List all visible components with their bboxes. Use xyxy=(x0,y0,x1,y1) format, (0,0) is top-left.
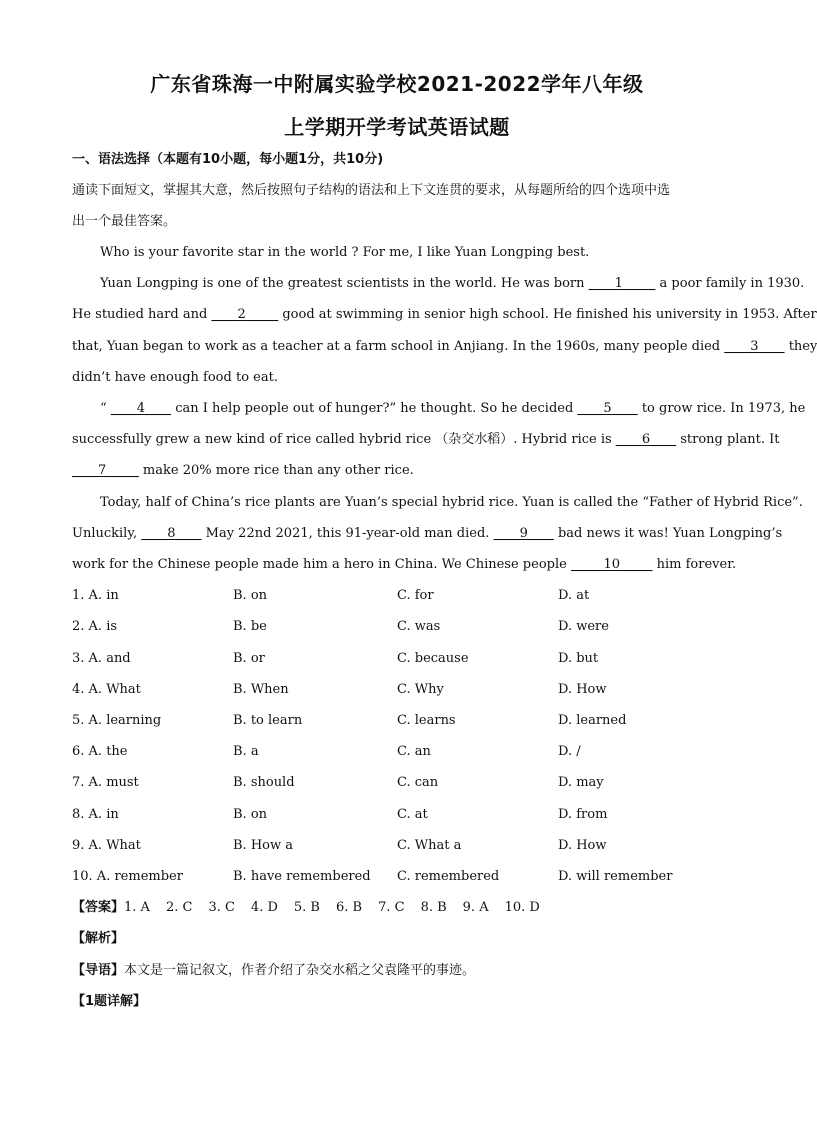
option-b: B. be xyxy=(233,619,267,634)
answer-item: 5. B xyxy=(293,900,320,915)
answer-item: 1. A xyxy=(124,900,150,915)
option-d: D. learned xyxy=(558,713,627,728)
passage-line-3 xyxy=(72,306,817,324)
option-b: B. a xyxy=(233,744,259,759)
option-row xyxy=(72,774,732,792)
passage-text: they xyxy=(784,339,817,354)
passage-line-4 xyxy=(72,338,817,356)
passage-line-11 xyxy=(72,556,737,574)
option-row xyxy=(72,837,732,855)
option-a: 3. A. and xyxy=(72,651,131,666)
option-row xyxy=(72,618,732,636)
passage-line-10 xyxy=(72,525,783,543)
blank-9: ____9____ xyxy=(493,526,554,541)
blank-4: ____4____ xyxy=(110,401,172,416)
option-c: C. was xyxy=(397,619,441,634)
blank-2: ____2_____ xyxy=(211,307,279,322)
blank-10: _____10_____ xyxy=(570,557,653,572)
option-row xyxy=(72,681,732,699)
option-a: 1. A. in xyxy=(72,588,119,603)
option-a: 8. A. in xyxy=(72,807,119,822)
passage-line-2 xyxy=(100,275,805,293)
page-title-line1: 广东省珠海一中附属实验学校2021-2022学年八年级 xyxy=(150,72,644,96)
answer-item: 10. D xyxy=(504,900,540,915)
option-b: B. or xyxy=(233,651,265,666)
passage-line-5: didn’t have enough food to eat. xyxy=(72,370,278,385)
passage-text: a poor family in 1930. xyxy=(655,276,805,291)
blank-6: ____6____ xyxy=(615,432,677,447)
page-title-line2: 上学期开学考试英语试题 xyxy=(284,115,510,139)
option-a: 4. A. What xyxy=(72,682,141,697)
passage-text: good at swimming in senior high school. He finished his university in 1953. After xyxy=(278,307,817,322)
guide-line xyxy=(72,962,732,980)
answer-item: 8. B xyxy=(420,900,447,915)
passage-text: Yuan Longping is one of the greatest scientists in the world. He was born xyxy=(100,276,589,291)
option-c: C. because xyxy=(397,651,469,666)
blank-8: ____8____ xyxy=(141,526,202,541)
passage-text: him forever. xyxy=(652,557,737,572)
option-a: 10. A. remember xyxy=(72,869,183,884)
option-b: B. should xyxy=(233,775,295,790)
option-d: D. may xyxy=(558,775,604,790)
option-row xyxy=(72,806,732,824)
passage-text: Unluckily, xyxy=(72,526,142,541)
passage-text: to grow rice. In 1973, he xyxy=(637,401,806,416)
section-heading: 一、语法选择（本题有10小题，每小题1分，共10分) xyxy=(72,152,384,167)
option-b: B. on xyxy=(233,588,268,603)
option-b: B. to learn xyxy=(233,713,303,728)
option-d: D. were xyxy=(558,619,609,634)
blank-5: ____5____ xyxy=(577,401,638,416)
passage-text: bad news it was! Yuan Longping’s xyxy=(553,526,783,541)
instruction-line-2: 出一个最佳答案。 xyxy=(72,214,177,229)
guide-label: 【导语】 xyxy=(72,963,125,978)
passage-text: work for the Chinese people made him a hero in China. We Chinese people xyxy=(72,557,571,572)
option-row xyxy=(72,712,732,730)
answer-item: 9. A xyxy=(462,900,489,915)
option-c: C. at xyxy=(397,807,428,822)
passage-text: “ xyxy=(100,401,111,416)
answer-item: 6. B xyxy=(335,900,363,915)
passage-line-7 xyxy=(72,431,780,449)
detail-label: 【1题详解】 xyxy=(72,994,147,1009)
blank-7: ____7_____ xyxy=(72,463,139,478)
option-a: 2. A. is xyxy=(72,619,118,634)
blank-1: ____1_____ xyxy=(588,276,656,291)
option-row xyxy=(72,650,732,668)
passage-text: successfully grew a new kind of rice called hybrid rice （杂交水稻）. Hybrid rice is xyxy=(72,432,616,447)
option-a: 7. A. must xyxy=(72,775,139,790)
option-b: B. How a xyxy=(233,838,293,853)
answer-label: 【答案】 xyxy=(72,900,125,915)
passage-text: strong plant. It xyxy=(676,432,780,447)
passage-paragraph-1: Who is your favorite star in the world ? For me, I like Yuan Longping best. xyxy=(100,245,590,260)
option-row xyxy=(72,868,732,886)
passage-text: He studied hard and xyxy=(72,307,212,322)
instruction-line-1: 通读下面短文，掌握其大意，然后按照句子结构的语法和上下文连贯的要求，从每题所给的四个选项中选 xyxy=(72,183,671,198)
option-b: B. on xyxy=(233,807,268,822)
passage-line-9: Today, half of China’s rice plants are Yuan’s special hybrid rice. Yuan is called the “Father of Hybrid Rice”. xyxy=(100,495,803,510)
option-c: C. Why xyxy=(397,682,444,697)
passage-text: May 22nd 2021, this 91-year-old man died. xyxy=(201,526,494,541)
option-row xyxy=(72,743,732,761)
option-c: C. learns xyxy=(397,713,456,728)
passage-line-6 xyxy=(100,400,806,418)
option-row xyxy=(72,587,732,605)
answer-key xyxy=(72,899,556,917)
option-d: D. How xyxy=(558,838,607,853)
option-b: B. have remembered xyxy=(233,869,371,884)
option-d: D. from xyxy=(558,807,608,822)
option-c: C. remembered xyxy=(397,869,500,884)
option-a: 6. A. the xyxy=(72,744,128,759)
passage-text: that, Yuan began to work as a teacher at a farm school in Anjiang. In the 1960s, many people died xyxy=(72,339,725,354)
passage-line-8 xyxy=(72,462,732,480)
passage-text: make 20% more rice than any other rice. xyxy=(138,463,414,478)
option-d: D. will remember xyxy=(558,869,673,884)
answer-item: 7. C xyxy=(378,900,405,915)
blank-3: ____3____ xyxy=(724,339,785,354)
option-d: D. at xyxy=(558,588,590,603)
analysis-label: 【解析】 xyxy=(72,931,125,946)
guide-text: 本文是一篇记叙文，作者介绍了杂交水稻之父袁隆平的事迹。 xyxy=(124,963,476,978)
option-c: C. What a xyxy=(397,838,462,853)
passage-text: can I help people out of hunger?” he thought. So he decided xyxy=(171,401,578,416)
option-d: D. but xyxy=(558,651,599,666)
option-d: D. / xyxy=(558,744,581,759)
answer-item: 4. D xyxy=(250,900,278,915)
option-a: 9. A. What xyxy=(72,838,141,853)
option-b: B. When xyxy=(233,682,289,697)
answer-item: 2. C xyxy=(165,900,193,915)
option-d: D. How xyxy=(558,682,607,697)
option-c: C. can xyxy=(397,775,439,790)
option-c: C. for xyxy=(397,588,434,603)
answer-item: 3. C xyxy=(208,900,235,915)
option-c: C. an xyxy=(397,744,431,759)
option-a: 5. A. learning xyxy=(72,713,162,728)
